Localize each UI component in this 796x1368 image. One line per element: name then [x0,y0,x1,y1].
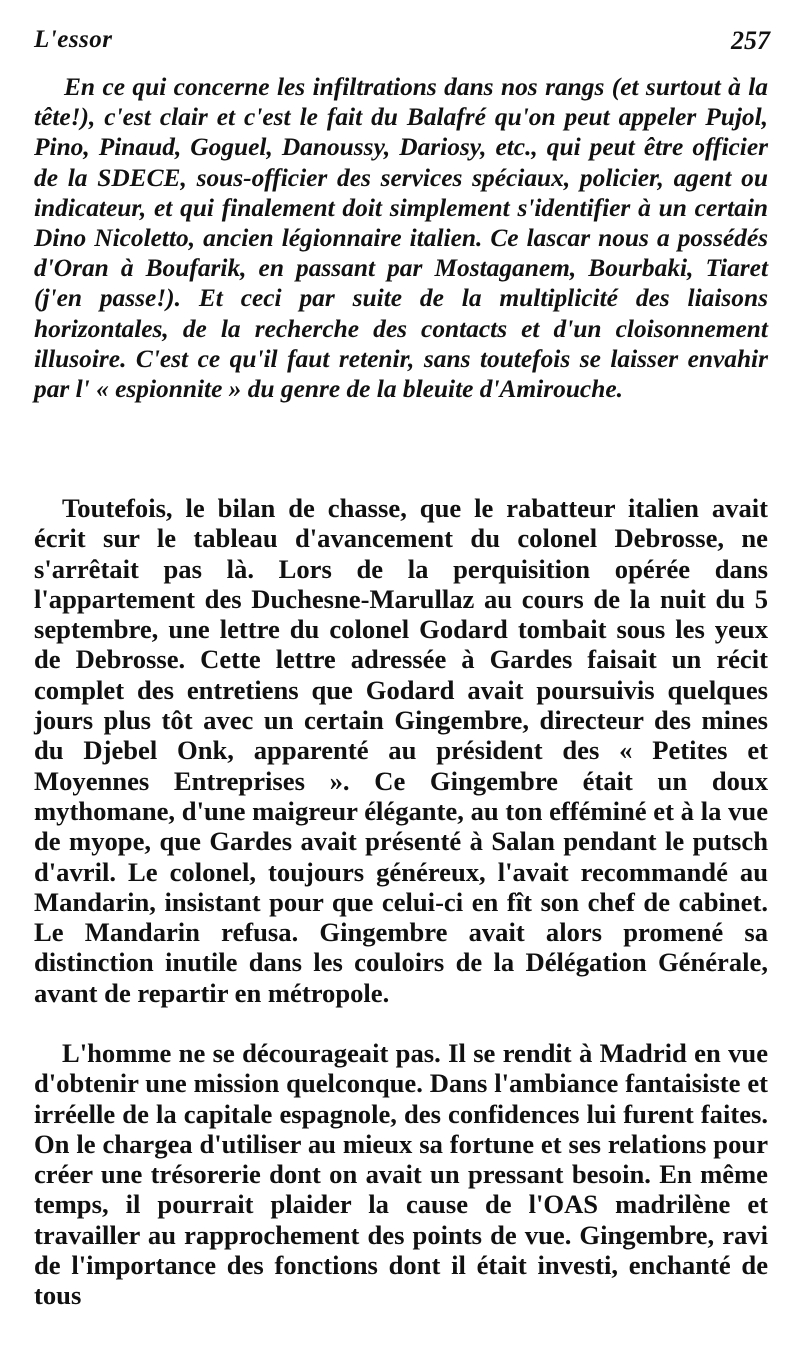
body-paragraph: Toutefois, le bilan de chasse, que le rabatteur italien avait écrit sur le tableau d'avancement du colonel Debrosse, ne s'arrêtait pas là. Lors de la perquisition opérée dans l'appartement des Duchesne-Marullaz au cours de la nuit du 5 septembre, une lettre du colonel Godard tombait sous les yeux de Debrosse. Cette lettre adressée à Gardes faisait un récit complet des entretiens que Godard avait poursuivis quelques jours plus tôt avec un certain Gingembre, directeur des mines du Djebel Onk, apparenté au président des « Petites et Moyennes Entreprises ». Ce Gingembre était un doux mythomane, d'une maigreur élégante, au ton efféminé et à la vue de myope, que Gardes avait présenté à Salan pendant le putsch d'avril. Le colonel, toujours généreux, l'avait recommandé au Mandarin, insistant pour que celui-ci en fît son chef de cabinet. Le Mandarin refusa. Gingembre avait alors promené sa distinction inutile dans les couloirs de la Délégation Générale, avant de repartir en métropole. [34,493,768,1008]
body-paragraph: L'homme ne se décourageait pas. Il se rendit à Madrid en vue d'obtenir une mission quelconque. Dans l'ambiance fantaisiste et irréelle de la capitale espagnole, des confidences lui furent faites. On le chargea d'utiliser au mieux sa fortune et ses relations pour créer une trésorerie dont on avait un pressant besoin. En même temps, il pourrait plaider la cause de l'OAS madrilène et travailler au rapprochement des points de vue. Gingembre, ravi de l'importance des fonctions dont il était investi, enchanté de tous [34,1038,768,1311]
page-number: 257 [731,26,770,55]
running-head [34,26,770,66]
italic-quoted-passage: En ce qui concerne les infiltrations dans nos rangs (et surtout à la tête!), c'est clair et c'est le fait du Balafré qu'on peut appeler Pujol, Pino, Pinaud, Goguel, Danoussy, Dariosy, etc., qui peut être officier de la SDECE, sous-officier des services spéciaux, policier, agent ou indicateur, et qui finalement doit simplement s'identifier à un certain Dino Nicoletto, ancien légionnaire italien. Ce lascar nous a possédés d'Oran à Boufarik, en passant par Mostaganem, Bourbaki, Tiaret (j'en passe!). Et ceci par suite de la multiplicité des liaisons horizontales, de la recherche des contacts et d'un cloisonnement illusoire. C'est ce qu'il faut retenir, sans toutefois se laisser envahir par l' « espionnite » du genre de la bleuite d'Amirouche. [34,73,768,404]
running-title: L'essor [34,26,113,53]
